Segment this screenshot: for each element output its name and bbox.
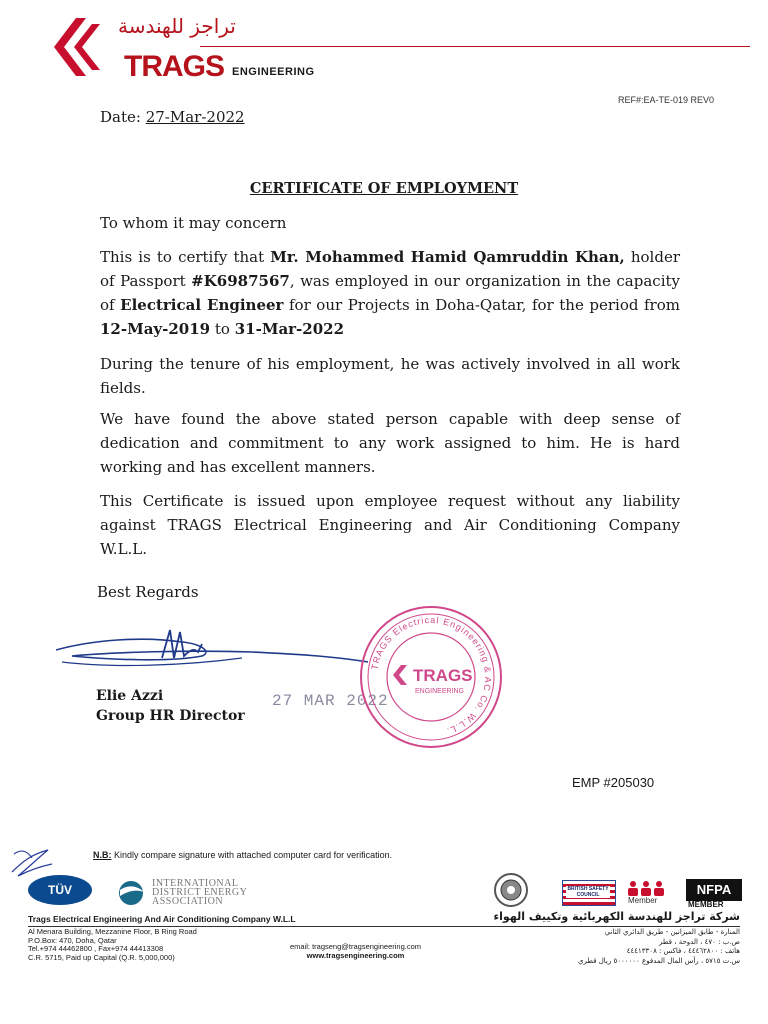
note-text: Kindly compare signature with attached computer card for verification. bbox=[111, 850, 393, 860]
certification-seal-icon bbox=[477, 872, 545, 908]
paragraph-character: We have found the above stated person capable with deep sense of dedication and commitment to any work assigned to him. He is hard working and has excellent manners. bbox=[100, 410, 680, 476]
logo-subtitle: ENGINEERING bbox=[232, 66, 315, 78]
reference-number: REF#:EA-TE-019 REV0 bbox=[618, 95, 715, 105]
address-ar-line: س.ت ٥٧١٥ ، رأس المال المدفوع ٥٠٠٠٠٠٠ ريال قطري bbox=[578, 956, 740, 965]
certificate-title: CERTIFICATE OF EMPLOYMENT bbox=[249, 180, 519, 197]
address-line: P.O.Box: 470, Doha, Qatar bbox=[28, 935, 117, 945]
letter-date bbox=[100, 108, 245, 126]
logo-wordmark: TRAGS bbox=[124, 50, 224, 83]
date-label: Date: bbox=[100, 108, 141, 126]
footer-company-name-arabic: شركة تراجز للهندسة الكهربائية وتكييف الهواء bbox=[493, 910, 740, 923]
nfpa-member-label: MEMBER bbox=[688, 900, 724, 909]
period-start: 12-May-2019 bbox=[100, 320, 211, 338]
verification-note bbox=[93, 850, 392, 860]
footer-address-arabic bbox=[480, 928, 740, 966]
p1-text-2: holder of Passport bbox=[100, 248, 680, 290]
footer-website[interactable]: www.tragsengineering.com bbox=[306, 950, 405, 960]
logo-arabic-text: تراجز للهندسة bbox=[118, 14, 236, 38]
footer-email[interactable]: email: tragseng@tragsengineering.com bbox=[290, 942, 422, 951]
p1-text-3: , was employed in our organization in the capacity of bbox=[100, 272, 680, 314]
signer-name: Elie Azzi bbox=[96, 688, 164, 704]
header-divider bbox=[200, 46, 750, 47]
signature-image bbox=[52, 622, 372, 682]
employee-number: EMP #205030 bbox=[572, 775, 655, 790]
nfpa-logo: NFPA bbox=[686, 879, 742, 901]
paragraph-liability: This Certificate is issued upon employee request without any liability against TRAGS Electrical Engineering and Air Conditioning Company W.L.L. bbox=[100, 492, 680, 558]
passport-number: #K6987567 bbox=[191, 272, 290, 290]
member-label: Member bbox=[628, 896, 658, 905]
address-ar-line: ص.ب : ٤٧٠ ، الدوحة ، قطر bbox=[659, 937, 740, 946]
bsc-label: BRITISH SAFETY COUNCIL bbox=[567, 886, 609, 898]
member-people-icon bbox=[624, 880, 668, 896]
idea-line-2: DISTRICT ENERGY bbox=[152, 887, 248, 898]
signer-title: Group HR Director bbox=[96, 708, 245, 724]
salutation: To whom it may concern bbox=[100, 214, 287, 232]
address-line: C.R. 5715, Paid up Capital (Q.R. 5,000,000) bbox=[28, 952, 175, 962]
idea-line-1: INTERNATIONAL bbox=[152, 878, 239, 889]
svg-text:TRAGS: TRAGS bbox=[413, 666, 473, 685]
idea-association-name bbox=[152, 879, 247, 906]
date-value: 27-Mar-2022 bbox=[145, 108, 245, 126]
idea-line-3: ASSOCIATION bbox=[152, 896, 224, 907]
stamp-date: 27 MAR 2022 bbox=[272, 692, 389, 710]
svg-text:TRAGS Electrical Engineering &: TRAGS Electrical Engineering & AC Co. W.L.L. bbox=[369, 614, 494, 737]
svg-text:ENGINEERING: ENGINEERING bbox=[415, 688, 465, 695]
closing: Best Regards bbox=[97, 583, 199, 601]
footer-contact bbox=[290, 943, 421, 960]
note-label: N.B: bbox=[93, 850, 112, 860]
employee-name: Mr. Mohammed Hamid Qamruddin Khan, bbox=[270, 248, 625, 266]
p1-text-4: for our Projects in Doha-Qatar, for the period from bbox=[283, 296, 680, 314]
address-line: Al Menara Building, Mezzanine Floor, B Ring Road bbox=[28, 927, 197, 936]
p1-text-1: This is to certify that bbox=[100, 248, 271, 266]
paragraph-certification bbox=[100, 245, 680, 341]
company-stamp bbox=[357, 603, 505, 751]
footer-address bbox=[28, 928, 197, 962]
address-line: Tel.+974 44462800 , Fax+974 44413308 bbox=[28, 944, 164, 953]
period-end: 31-Mar-2022 bbox=[234, 320, 345, 338]
address-ar-line: المنارة - طابق الميزانين - طريق الدائري الثاني bbox=[604, 928, 740, 936]
p1-text-5: to bbox=[210, 320, 235, 338]
logo-chevron-icon bbox=[52, 18, 104, 76]
idea-logo-icon bbox=[114, 880, 148, 906]
paragraph-tenure: During the tenure of his employment, he was actively involved in all work fields. bbox=[100, 355, 680, 397]
tuv-logo: TÜV bbox=[28, 875, 92, 905]
position-title: Electrical Engineer bbox=[120, 296, 284, 314]
footer-company-name: Trags Electrical Engineering And Air Conditioning Company W.L.L bbox=[28, 914, 296, 924]
address-ar-line: هاتف : ٤٤٤٦٢٨٠٠ ، فاكس : ٤٤٤١٣٣٠٨ bbox=[626, 947, 740, 955]
